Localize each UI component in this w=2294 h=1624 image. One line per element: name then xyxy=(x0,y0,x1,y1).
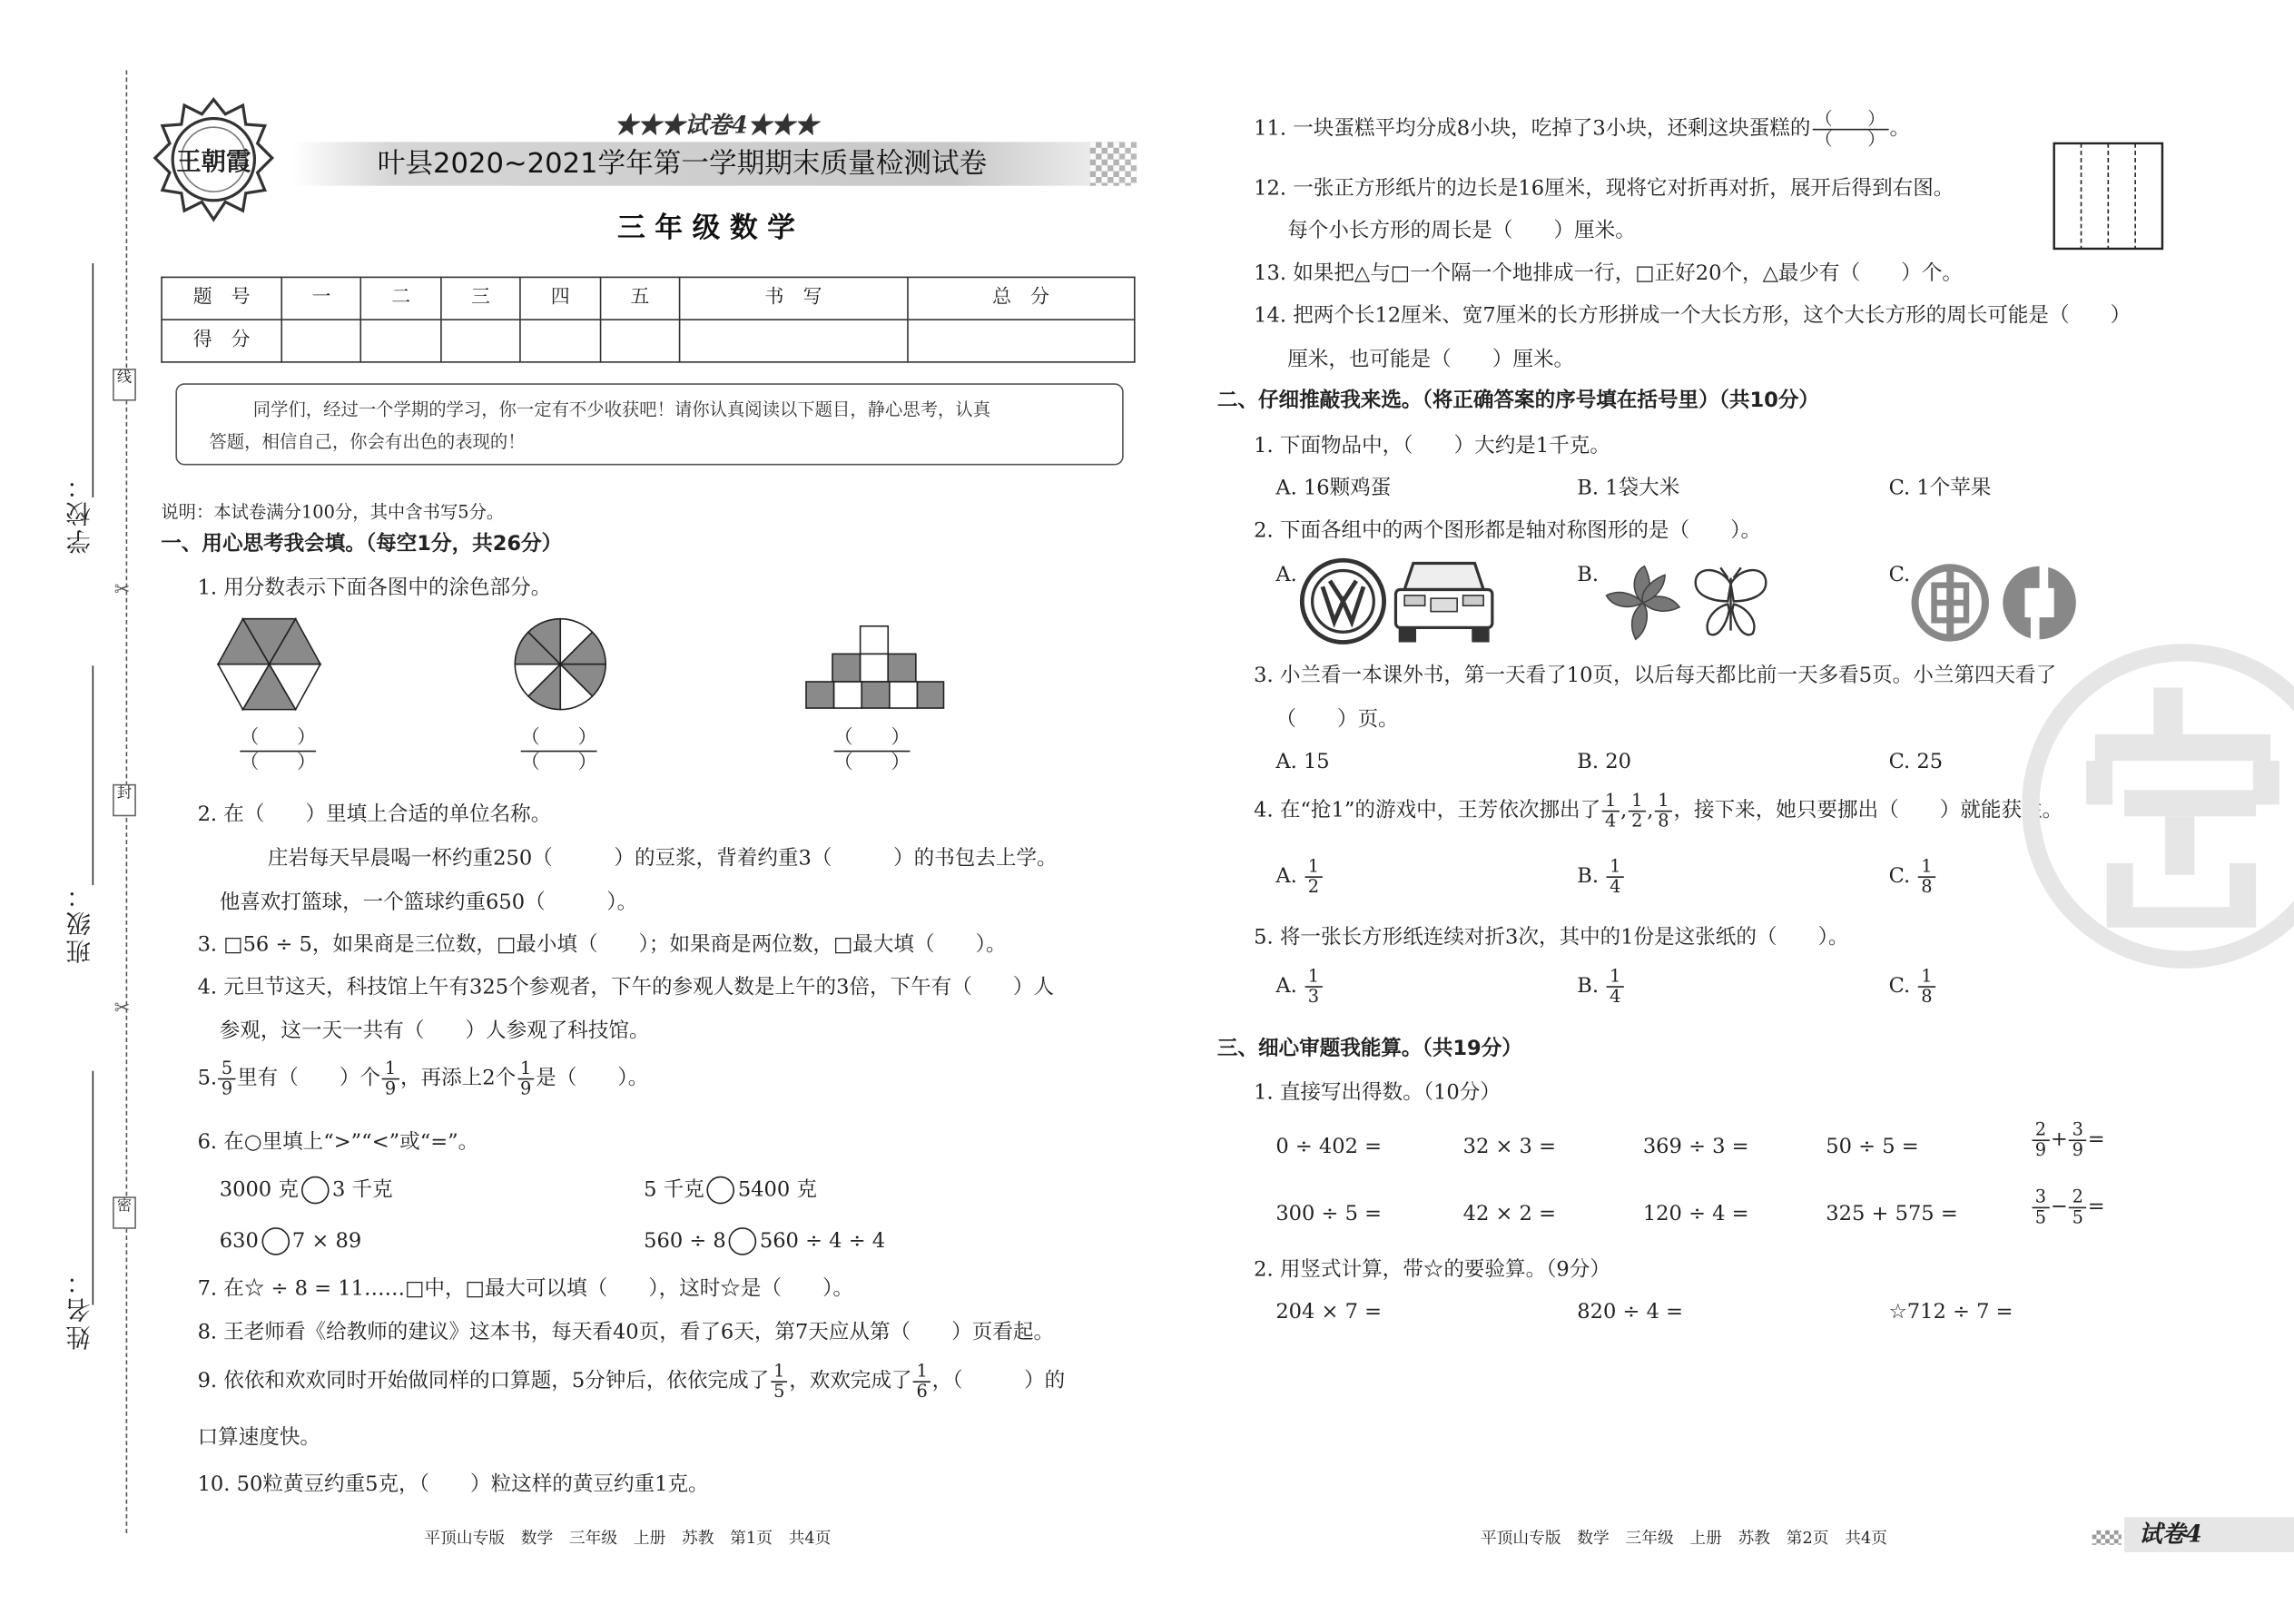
denominator: 4 xyxy=(1610,875,1621,897)
calc-item-fraction-diff xyxy=(2031,1188,2105,1226)
fraction-blank[interactable] xyxy=(1812,110,1888,148)
fraction xyxy=(913,1362,930,1400)
numerator: 1 xyxy=(1305,857,1323,877)
equals-sign: = xyxy=(2087,1127,2105,1152)
numerator: 1 xyxy=(1655,792,1672,812)
section-2-title: 二、仔细推敲我来选。（将正确答案的序号填在括号里）（共10分） xyxy=(1216,389,1819,413)
q2-3-option-c[interactable]: C. 25 xyxy=(1888,750,1944,774)
school-label: 学校： xyxy=(67,470,97,555)
subject-title: 三 年 级 数 学 xyxy=(617,212,795,245)
fraction xyxy=(1305,967,1323,1005)
q1-3: 3. □56 ÷ 5，如果商是三位数，□最小填（ ）；如果商是两位数，□最大填（ ）。 xyxy=(197,933,1007,957)
answer-numerator-blank[interactable]: （ ） xyxy=(240,727,316,752)
option-letter: A. xyxy=(1275,974,1297,999)
q1-13: 13. 如果把△与□一个隔一个地排成一行，□正好20个，△最少有（ ）个。 xyxy=(1254,261,1964,286)
compare-circle[interactable] xyxy=(707,1176,735,1205)
score-cell[interactable] xyxy=(281,320,361,362)
score-value-row xyxy=(162,320,1135,362)
secret-seal-watermark xyxy=(2022,644,2294,969)
q2-2-option-a[interactable]: A. xyxy=(1275,563,1297,587)
option-letter: B. xyxy=(1577,864,1600,889)
fraction xyxy=(2033,1188,2050,1226)
q2-4-option-c[interactable] xyxy=(1889,857,1937,895)
q2-4: 4. 在“抢1”的游戏中，王芳依次挪出了 $\frac{1}{4}$ , $\frac{1}{2}$ , $\frac{1}{8}$ ，接下来，她只要挪出（ ）就能获胜。 xyxy=(1254,790,2063,831)
fraction xyxy=(382,1059,399,1097)
vw-logo-icon xyxy=(1299,557,1387,645)
option-letter: C. xyxy=(1888,974,1911,999)
calc-item: 50 ÷ 5 = xyxy=(1826,1135,1919,1159)
fraction xyxy=(219,1059,236,1097)
minus-sign: − xyxy=(2050,1195,2068,1219)
fraction xyxy=(1607,967,1624,1005)
seal-mark-mi: 密 xyxy=(113,1196,136,1228)
vertical-calc-item: 204 × 7 = xyxy=(1275,1300,1383,1324)
q1-7: 7. 在☆ ÷ 8 = 11……□中，□最大可以填（ ），这时☆是（ ）。 xyxy=(197,1276,853,1301)
numerator: 1 xyxy=(1607,857,1624,877)
compare-row-b xyxy=(644,1176,817,1205)
scissors-icon: ✂ xyxy=(113,579,131,602)
compare-left: 560 ÷ 8 xyxy=(644,1229,726,1254)
fraction xyxy=(1655,792,1672,830)
q1-answer-2[interactable] xyxy=(521,727,597,774)
folded-paper-figure xyxy=(2053,142,2163,250)
compare-left: 3000 克 xyxy=(219,1178,299,1202)
compare-circle[interactable] xyxy=(261,1227,290,1255)
answer-denominator-blank[interactable]: （ ） xyxy=(240,751,317,773)
car-front-icon xyxy=(1390,557,1498,645)
numerator: 1 xyxy=(1918,967,1935,987)
calc-item: 369 ÷ 3 = xyxy=(1642,1135,1749,1159)
score-header-cell: 四 xyxy=(520,277,600,320)
calc-item-fraction-sum xyxy=(2031,1120,2105,1158)
q-text: 是（ ）。 xyxy=(536,1067,649,1090)
numerator: 1 xyxy=(1629,792,1646,812)
denominator: 9 xyxy=(520,1078,532,1098)
bank-logo-icon xyxy=(1911,563,1990,642)
q1-12-line2: 每个小长方形的周长是（ ）厘米。 xyxy=(1287,219,1636,243)
numerator: 3 xyxy=(2033,1188,2050,1208)
section-1-title: 一、用心思考我会填。（每空1分，共26分） xyxy=(161,532,563,556)
q1-9-line2: 口算速度快。 xyxy=(197,1426,320,1451)
denominator: 2 xyxy=(1631,810,1643,831)
series-label: ★★★试卷4★★★ xyxy=(614,111,819,140)
compare-row-d xyxy=(644,1227,885,1255)
fraction xyxy=(517,1059,535,1097)
score-table xyxy=(161,277,1135,363)
footer-right: 平顶山专版 数学 三年级 上册 苏教 第2页 共4页 xyxy=(1480,1529,1887,1549)
numerator: 1 xyxy=(1918,857,1935,877)
fraction xyxy=(1629,792,1646,830)
q1-2-line1: 庄岩每天早晨喝一杯约重250（ ）的豆浆，背着约重3（ ）的书包去上学。 xyxy=(267,847,1058,871)
score-cell[interactable] xyxy=(441,320,521,362)
school-underline xyxy=(93,263,94,497)
calc-item: 300 ÷ 5 = xyxy=(1275,1202,1383,1226)
numerator: 1 xyxy=(1607,967,1624,987)
scissors-icon: ✂ xyxy=(113,998,131,1020)
q2-3-line2: （ ）页。 xyxy=(1275,708,1399,732)
shaded-squares-figure xyxy=(804,625,945,709)
q1-2: 2. 在（ ）里填上合适的单位名称。 xyxy=(197,802,552,827)
footer-left: 平顶山专版 数学 三年级 上册 苏教 第1页 共4页 xyxy=(424,1529,832,1549)
option-letter: A. xyxy=(1275,864,1297,889)
score-cell[interactable] xyxy=(361,320,441,362)
numerator: 1 xyxy=(1305,967,1323,987)
score-header-cell: 三 xyxy=(441,277,521,320)
q1-2-line2: 他喜欢打篮球，一个篮球约重650（ ）。 xyxy=(219,891,638,915)
q2-5-option-a[interactable] xyxy=(1275,967,1324,1005)
score-header-row xyxy=(162,277,1135,320)
q2-1-option-b[interactable]: B. 1袋大米 xyxy=(1577,477,1680,501)
q3-2: 2. 用竖式计算，带☆的要验算。（9分） xyxy=(1254,1257,1610,1282)
q1-11: 11. 一块蛋糕平均分成8小块，吃掉了3小块，还剩这块蛋糕的 $\frac{( )}{( )}$ 。 xyxy=(1254,108,1911,149)
option-letter: C. xyxy=(1888,864,1911,889)
calc-item: 32 × 3 = xyxy=(1462,1135,1557,1159)
q2-2: 2. 下面各组中的两个图形都是轴对称图形的是（ ）。 xyxy=(1254,519,1762,543)
intro-line-1: 同学们，经过一个学期的学习，你一定有不少收获吧！请你认真阅读以下题目，静心思考，认真 xyxy=(252,399,991,420)
denominator: 9 xyxy=(384,1078,397,1098)
score-cell[interactable] xyxy=(520,320,600,362)
fraction xyxy=(771,1362,788,1400)
numerator: 1 xyxy=(913,1362,930,1382)
score-header-cell: 书 写 xyxy=(680,277,907,320)
q2-5-option-c[interactable] xyxy=(1889,967,1937,1005)
q1-answer-1[interactable] xyxy=(240,727,316,774)
score-header-cell: 题 号 xyxy=(162,277,281,320)
q-text: ，欢欢完成了 xyxy=(789,1369,912,1393)
bauhinia-flower-icon xyxy=(1600,563,1685,642)
compare-right: 7 × 89 xyxy=(291,1229,362,1254)
denominator: 3 xyxy=(1307,985,1320,1007)
q2-4-option-b[interactable] xyxy=(1577,857,1625,895)
logo-text: 王朝霞 xyxy=(176,146,251,176)
numerator: 1 xyxy=(382,1059,399,1079)
denominator: 4 xyxy=(1604,810,1617,831)
denominator: 9 xyxy=(221,1078,233,1098)
q-text: ，（ ）的 xyxy=(931,1369,1066,1393)
denominator: 6 xyxy=(916,1380,928,1402)
denominator: 5 xyxy=(2034,1206,2047,1227)
q1-9 xyxy=(198,1362,1066,1400)
option-letter: B. xyxy=(1577,974,1600,999)
vertical-calc-item: ☆712 ÷ 7 = xyxy=(1888,1300,2013,1324)
answer-denominator-blank[interactable]: （ ） xyxy=(520,751,597,773)
compare-row-c xyxy=(220,1227,361,1255)
score-row-label: 得 分 xyxy=(162,320,281,362)
denominator: 2 xyxy=(1307,875,1320,897)
section-3-title: 三、细心审题我能算。（共19分） xyxy=(1216,1037,1522,1061)
fraction xyxy=(2069,1120,2086,1158)
q2-4-option-a[interactable] xyxy=(1275,857,1324,895)
q1-4-line1: 4. 元旦节这天，科技馆上午有325个参观者，下午的参观人数是上午的3倍，下午有（ ）人 xyxy=(197,975,1055,999)
numerator: 5 xyxy=(219,1059,236,1079)
calc-item: 120 ÷ 4 = xyxy=(1642,1202,1749,1226)
q2-3-option-b[interactable]: B. 20 xyxy=(1577,750,1631,774)
class-label: 班级： xyxy=(67,881,97,965)
fraction xyxy=(2033,1120,2050,1158)
score-header-cell: 五 xyxy=(600,277,680,320)
denominator: 8 xyxy=(1921,985,1933,1007)
q-text: 4. 在“抢1”的游戏中，王芳依次挪出了 xyxy=(1254,799,1601,822)
compare-right: 3 千克 xyxy=(331,1178,393,1202)
numerator: 2 xyxy=(2069,1188,2086,1208)
fraction xyxy=(2069,1188,2086,1226)
q1-1: 1. 用分数表示下面各图中的涂色部分。 xyxy=(197,576,552,600)
denominator: 8 xyxy=(1658,810,1669,831)
exam-note: 说明：本试卷满分100分，其中含书写5分。 xyxy=(161,501,505,523)
calc-item: 325 + 575 = xyxy=(1826,1202,1958,1226)
vertical-calc-item: 820 ÷ 4 = xyxy=(1577,1300,1684,1324)
compare-circle[interactable] xyxy=(301,1176,330,1205)
name-label: 姓名： xyxy=(67,1266,97,1351)
q-number: 5. xyxy=(197,1067,218,1090)
brand-tab-label: 试卷4 xyxy=(2139,1520,2202,1549)
fraction xyxy=(1305,857,1323,895)
answer-numerator-blank[interactable]: （ ） xyxy=(521,727,597,752)
numerator: 1 xyxy=(771,1362,788,1382)
class-underline xyxy=(93,665,94,885)
q1-8: 8. 王老师看《给教师的建议》这本书，每天看40页，看了6天，第7天应从第（ ）页看起。 xyxy=(197,1321,1055,1345)
denominator-blank[interactable]: （ ） xyxy=(1815,128,1885,149)
q-text: ，再添上2个 xyxy=(399,1067,517,1090)
calc-item: 0 ÷ 402 = xyxy=(1275,1135,1383,1159)
q1-14-line2: 厘米，也可能是（ ）厘米。 xyxy=(1287,348,1575,372)
q2-3-line1: 3. 小兰看一本课外书，第一天看了10页，以后每天都比前一天多看5页。小兰第四天看了 xyxy=(1254,664,2057,688)
q3-1: 1. 直接写出得数。（10分） xyxy=(1254,1080,1501,1105)
q-text: 里有（ ）个 xyxy=(237,1067,381,1090)
seal-mark-xian: 线 xyxy=(113,369,136,400)
fraction xyxy=(1918,857,1935,895)
shaded-circle-figure xyxy=(514,617,607,711)
denominator: 5 xyxy=(2072,1206,2083,1227)
score-cell[interactable] xyxy=(600,320,680,362)
denominator: 4 xyxy=(1610,985,1621,1007)
q1-6: 6. 在○里填上“>”“<”或“=”。 xyxy=(197,1130,479,1155)
q2-2-option-b[interactable]: B. xyxy=(1577,563,1600,587)
exam-title: 叶县2020~2021学年第一学期期末质量检测试卷 xyxy=(377,147,988,181)
q2-5-option-b[interactable] xyxy=(1577,967,1625,1005)
q1-5 xyxy=(198,1059,649,1097)
q1-12-line1: 12. 一张正方形纸片的边长是16厘米，现将它对折再对折，展开后得到右图。 xyxy=(1254,177,1954,201)
numerator-blank[interactable]: （ ） xyxy=(1812,110,1888,130)
q2-3-option-a[interactable]: A. 15 xyxy=(1275,750,1330,774)
compare-circle[interactable] xyxy=(729,1227,757,1255)
q-text: 11. 一块蛋糕平均分成8小块，吃掉了3小块，还剩这块蛋糕的 xyxy=(1254,117,1811,141)
publisher-logo xyxy=(153,96,275,222)
intro-scroll xyxy=(175,383,1123,465)
denominator: 9 xyxy=(2034,1138,2047,1160)
numerator: 3 xyxy=(2069,1120,2086,1140)
denominator: 5 xyxy=(773,1380,785,1402)
score-header-cell: 总 分 xyxy=(907,277,1135,320)
q-text: ，接下来，她只要挪出（ ）就能获胜。 xyxy=(1673,799,2063,822)
denominator: 9 xyxy=(2072,1138,2083,1160)
answer-numerator-blank[interactable]: （ ） xyxy=(834,727,911,752)
brand-tab-dots xyxy=(2092,1530,2122,1545)
q2-1-option-c[interactable]: C. 1个苹果 xyxy=(1888,477,1992,501)
q2-2-option-c[interactable]: C. xyxy=(1888,563,1911,587)
denominator: 8 xyxy=(1921,875,1933,897)
coin-logo-icon xyxy=(1998,563,2080,642)
compare-right: 5400 克 xyxy=(737,1178,818,1202)
numerator: 2 xyxy=(2033,1120,2050,1140)
seal-mark-feng: 封 xyxy=(113,784,136,816)
ribbon-checker xyxy=(1090,142,1137,185)
q1-4-line2: 参观，这一天一共有（ ）人参观了科技馆。 xyxy=(219,1019,650,1044)
calc-item: 42 × 2 = xyxy=(1462,1202,1557,1226)
compare-left: 5 千克 xyxy=(644,1178,704,1202)
numerator: 1 xyxy=(1602,792,1620,812)
score-cell[interactable] xyxy=(907,320,1135,362)
plus-sign: + xyxy=(2050,1127,2068,1152)
q2-5: 5. 将一张长方形纸连续对折3次，其中的1份是这张纸的（ ）。 xyxy=(1254,926,1849,950)
butterfly-icon xyxy=(1691,563,1770,642)
compare-left: 630 xyxy=(219,1229,259,1254)
q1-10: 10. 50粒黄豆约重5克，（ ）粒这样的黄豆约重1克。 xyxy=(197,1472,709,1497)
answer-denominator-blank[interactable]: （ ） xyxy=(833,751,911,773)
score-header-cell: 一 xyxy=(281,277,361,320)
fraction xyxy=(1607,857,1624,895)
q2-1-option-a[interactable]: A. 16颗鸡蛋 xyxy=(1275,477,1392,501)
q2-1: 1. 下面物品中，（ ）大约是1千克。 xyxy=(1254,434,1610,458)
numerator: 1 xyxy=(517,1059,535,1079)
equals-sign: = xyxy=(2087,1195,2105,1219)
fraction xyxy=(1602,792,1620,830)
compare-right: 560 ÷ 4 ÷ 4 xyxy=(759,1229,886,1254)
score-cell[interactable] xyxy=(680,320,907,362)
fraction xyxy=(1918,967,1935,1005)
q-text: 9. 依依和欢欢同时开始做同样的口算题，5分钟后，依依完成了 xyxy=(197,1369,770,1393)
q1-14-line1: 14. 把两个长12厘米、宽7厘米的长方形拼成一个大长方形，这个大长方形的周长可能是（ ） xyxy=(1254,304,2132,328)
intro-line-2: 答题，相信自己，你会有出色的表现的！ xyxy=(209,431,526,452)
score-header-cell: 二 xyxy=(361,277,441,320)
compare-row-a xyxy=(220,1176,393,1205)
q1-answer-3[interactable] xyxy=(834,727,911,774)
shaded-hexagon-figure xyxy=(217,617,322,711)
